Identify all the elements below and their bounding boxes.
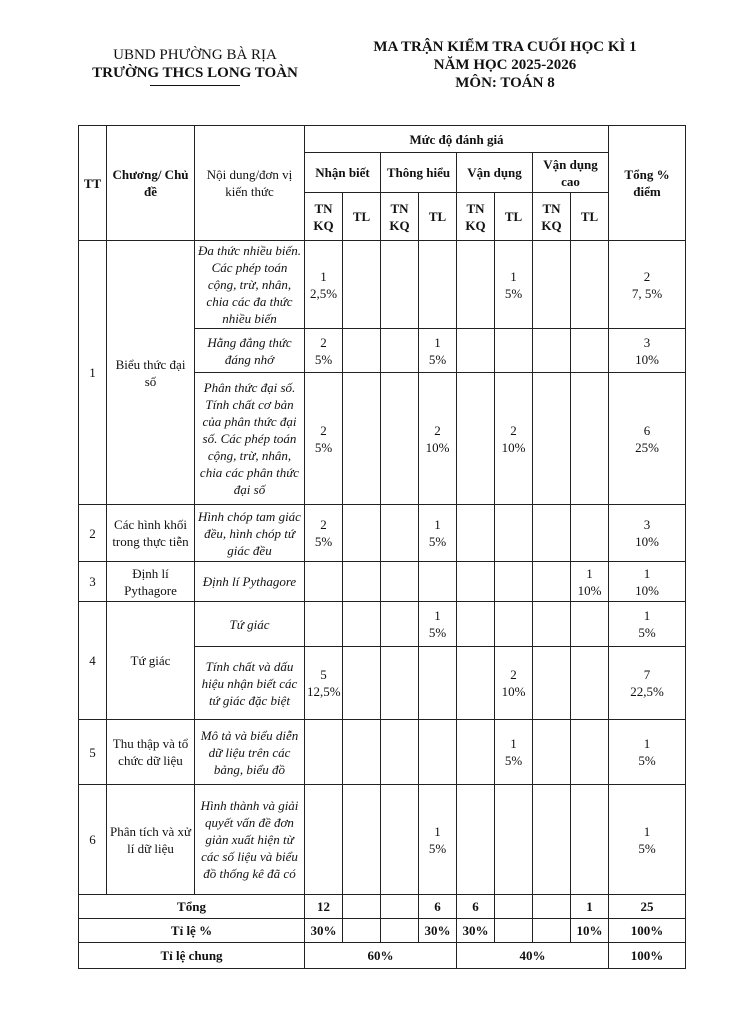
level-cell — [571, 602, 609, 647]
level-cell — [457, 602, 495, 647]
content-unit: Đa thức nhiều biến. Các phép toán cộng, trừ, nhân, chia các đa thức nhiều biến — [195, 241, 305, 329]
overall-row — [79, 943, 686, 969]
question-count: 5 — [320, 667, 327, 682]
question-count: 1 — [320, 268, 327, 284]
table-row — [79, 505, 686, 562]
ratio-row-cell — [343, 919, 381, 943]
header-right — [340, 38, 670, 92]
level-cell — [571, 720, 609, 785]
score-percent: 10% — [501, 439, 526, 455]
level-cell — [457, 505, 495, 562]
question-count: 2 — [320, 334, 327, 350]
ratio-row — [79, 919, 686, 943]
score-percent: 12,5% — [307, 684, 341, 699]
question-count: 1 — [643, 736, 651, 751]
question-count: 1 — [643, 565, 651, 581]
question-count: 2 — [320, 517, 327, 532]
level-cell — [533, 785, 571, 895]
topic-chapter: Phân tích và xử lí dữ liệu — [107, 785, 195, 895]
level-cell — [305, 373, 343, 505]
level-cell — [305, 562, 343, 602]
level-cell — [343, 785, 381, 895]
level-cell — [381, 329, 419, 373]
level-cell — [343, 329, 381, 373]
score-percent: 10% — [501, 684, 526, 699]
content-unit: Tính chất và dấu hiệu nhận biết các tứ giác đặc biệt — [195, 647, 305, 720]
question-count: 1 — [586, 565, 593, 581]
level-cell — [419, 241, 457, 329]
question-count: 1 — [434, 823, 441, 839]
ratio-row-cell — [533, 919, 571, 943]
score-percent: 5% — [428, 351, 447, 367]
level-cell — [533, 647, 571, 720]
topic-chapter: Định lí Pythagore — [107, 562, 195, 602]
ratio-row-cell: 30% — [457, 919, 495, 943]
score-percent: 5% — [638, 625, 656, 640]
question-count: 6 — [643, 422, 651, 438]
level-cell — [495, 647, 533, 720]
total-row-cell: 6 — [457, 895, 495, 919]
table-row — [79, 785, 686, 895]
level-cell — [533, 720, 571, 785]
row-total — [609, 562, 686, 602]
score-percent: 5% — [504, 285, 523, 301]
sub-tl: TL — [571, 193, 609, 241]
level-cell — [305, 602, 343, 647]
level-cell — [419, 720, 457, 785]
level-cell — [381, 562, 419, 602]
ratio-row-cell: 30% — [305, 919, 343, 943]
score-percent: 2,5% — [309, 285, 338, 301]
level-cell — [571, 647, 609, 720]
level-cell — [343, 562, 381, 602]
level-cell — [419, 562, 457, 602]
level-recognition: Nhận biết — [305, 153, 381, 193]
score-percent: 5% — [638, 840, 656, 856]
level-cell — [305, 720, 343, 785]
content-unit: Mô tả và biểu diễn dữ liệu trên các bảng, biểu đồ — [195, 720, 305, 785]
row-total — [609, 720, 686, 785]
level-cell — [457, 329, 495, 373]
overall-row-cell: 100% — [609, 943, 686, 969]
score-percent: 5% — [504, 753, 523, 768]
overall-row-cell: 40% — [457, 943, 609, 969]
level-cell — [343, 720, 381, 785]
level-cell — [305, 505, 343, 562]
question-count: 1 — [643, 823, 651, 839]
level-cell — [343, 602, 381, 647]
org-name: UBND PHƯỜNG BÀ RỊA — [113, 47, 277, 63]
total-row-cell — [495, 895, 533, 919]
row-total — [609, 647, 686, 720]
topic-chapter: Tứ giác — [107, 602, 195, 720]
level-cell — [305, 785, 343, 895]
level-cell — [457, 241, 495, 329]
table-row — [79, 562, 686, 602]
level-cell — [495, 241, 533, 329]
total-row-cell: 6 — [419, 895, 457, 919]
school-name: TRƯỜNG THCS LONG TOÀN — [92, 65, 298, 81]
level-cell — [495, 373, 533, 505]
level-cell — [419, 602, 457, 647]
level-cell — [343, 647, 381, 720]
level-cell — [381, 373, 419, 505]
question-count: 1 — [434, 608, 441, 623]
level-cell — [495, 562, 533, 602]
level-cell — [533, 241, 571, 329]
score-percent: 10% — [635, 351, 659, 367]
header-level-group: Mức độ đánh giá — [305, 126, 609, 153]
score-percent: 5% — [314, 534, 333, 549]
ratio-row-cell — [495, 919, 533, 943]
topic-chapter: Biểu thức đại số — [107, 241, 195, 505]
sub-tl: TL — [495, 193, 533, 241]
level-cell — [533, 505, 571, 562]
topic-chapter: Các hình khối trong thực tiễn — [107, 505, 195, 562]
score-percent: 7, 5% — [631, 285, 663, 301]
level-cell — [495, 329, 533, 373]
topic-number: 3 — [79, 562, 107, 602]
total-row — [79, 895, 686, 919]
question-count: 1 — [434, 334, 441, 350]
topic-number: 1 — [79, 241, 107, 505]
ratio-row-cell — [381, 919, 419, 943]
topic-number: 4 — [79, 602, 107, 720]
divider — [150, 85, 240, 86]
score-percent: 5% — [428, 840, 447, 856]
level-cell — [381, 785, 419, 895]
total-row-label: Tổng — [79, 895, 305, 919]
header-tt: TT — [79, 126, 107, 241]
level-cell — [571, 373, 609, 505]
total-row-cell — [343, 895, 381, 919]
content-unit: Hình chóp tam giác đều, hình chóp tứ giác đều — [195, 505, 305, 562]
question-count: 7 — [643, 667, 651, 682]
header-chapter: Chương/ Chủ đề — [107, 126, 195, 241]
ratio-row-label: Tỉ lệ % — [79, 919, 305, 943]
content-unit: Tứ giác — [195, 602, 305, 647]
question-count: 2 — [320, 422, 327, 438]
question-count: 3 — [643, 334, 651, 350]
topic-number: 2 — [79, 505, 107, 562]
level-cell — [533, 602, 571, 647]
level-cell — [571, 241, 609, 329]
score-percent: 10% — [635, 582, 659, 598]
table-row — [79, 241, 686, 329]
question-count: 2 — [510, 667, 517, 682]
score-percent: 25% — [635, 439, 659, 455]
question-count: 1 — [643, 608, 651, 623]
question-count: 1 — [510, 268, 517, 284]
level-cell — [457, 720, 495, 785]
subject: MÔN: TOÁN 8 — [455, 75, 555, 91]
score-percent: 10% — [635, 534, 659, 549]
sub-tl: TL — [419, 193, 457, 241]
level-cell — [419, 373, 457, 505]
question-count: 1 — [434, 517, 441, 532]
header-total: Tổng % điểm — [609, 126, 686, 241]
header-left — [60, 46, 330, 86]
doc-title: MA TRẬN KIỂM TRA CUỐI HỌC KÌ 1 — [373, 39, 637, 55]
header-content: Nội dung/đơn vị kiến thức — [195, 126, 305, 241]
question-count: 2 — [434, 422, 441, 438]
level-application: Vận dụng — [457, 153, 533, 193]
row-total — [609, 505, 686, 562]
table-row — [79, 720, 686, 785]
level-cell — [495, 785, 533, 895]
score-percent: 5% — [428, 625, 447, 640]
level-cell — [419, 329, 457, 373]
level-understanding: Thông hiểu — [381, 153, 457, 193]
level-cell — [495, 720, 533, 785]
sub-tnkq: TN KQ — [381, 193, 419, 241]
question-count: 2 — [510, 422, 517, 438]
question-count: 2 — [643, 268, 651, 284]
ratio-row-cell: 100% — [609, 919, 686, 943]
score-percent: 10% — [577, 582, 602, 598]
level-cell — [419, 785, 457, 895]
row-total — [609, 329, 686, 373]
topic-number: 5 — [79, 720, 107, 785]
level-cell — [533, 562, 571, 602]
level-cell — [305, 241, 343, 329]
sub-tnkq: TN KQ — [305, 193, 343, 241]
level-cell — [381, 241, 419, 329]
overall-row-label: Tỉ lệ chung — [79, 943, 305, 969]
level-cell — [381, 505, 419, 562]
level-cell — [571, 562, 609, 602]
level-cell — [419, 647, 457, 720]
level-cell — [495, 505, 533, 562]
total-row-cell — [533, 895, 571, 919]
total-row-cell: 1 — [571, 895, 609, 919]
row-total — [609, 602, 686, 647]
sub-tnkq: TN KQ — [457, 193, 495, 241]
total-row-cell — [381, 895, 419, 919]
topic-chapter: Thu thập và tổ chức dữ liệu — [107, 720, 195, 785]
level-cell — [381, 602, 419, 647]
level-cell — [571, 329, 609, 373]
score-percent: 22,5% — [630, 684, 664, 699]
level-cell — [571, 505, 609, 562]
content-unit: Hằng đẳng thức đáng nhớ — [195, 329, 305, 373]
row-total — [609, 373, 686, 505]
score-percent: 10% — [425, 439, 450, 455]
level-cell — [343, 505, 381, 562]
content-unit: Hình thành và giải quyết vấn đề đơn giản xuất hiện từ các số liệu và biểu đồ thống kê đã có — [195, 785, 305, 895]
question-count: 3 — [643, 517, 651, 532]
overall-row-cell: 60% — [305, 943, 457, 969]
topic-number: 6 — [79, 785, 107, 895]
row-total — [609, 785, 686, 895]
sub-tnkq: TN KQ — [533, 193, 571, 241]
content-unit: Phân thức đại số. Tính chất cơ bản của phân thức đại số. Các phép toán cộng, trừ, nhân, chia các phân thức đại số — [195, 373, 305, 505]
level-high-application: Vận dụng cao — [533, 153, 609, 193]
row-total — [609, 241, 686, 329]
score-percent: 5% — [428, 534, 447, 549]
sub-tl: TL — [343, 193, 381, 241]
level-cell — [533, 329, 571, 373]
ratio-row-cell: 10% — [571, 919, 609, 943]
level-cell — [381, 720, 419, 785]
level-cell — [457, 647, 495, 720]
level-cell — [457, 562, 495, 602]
ratio-row-cell: 30% — [419, 919, 457, 943]
level-cell — [495, 602, 533, 647]
score-percent: 5% — [314, 351, 333, 367]
content-unit: Định lí Pythagore — [195, 562, 305, 602]
level-cell — [343, 241, 381, 329]
question-count: 1 — [510, 736, 517, 751]
level-cell — [419, 505, 457, 562]
total-row-cell: 12 — [305, 895, 343, 919]
score-percent: 5% — [314, 439, 333, 455]
level-cell — [381, 647, 419, 720]
level-cell — [457, 373, 495, 505]
score-percent: 5% — [638, 753, 656, 768]
level-cell — [305, 329, 343, 373]
level-cell — [571, 785, 609, 895]
school-year: NĂM HỌC 2025-2026 — [433, 57, 577, 73]
total-row-cell: 25 — [609, 895, 686, 919]
level-cell — [305, 647, 343, 720]
level-cell — [533, 373, 571, 505]
level-cell — [343, 373, 381, 505]
level-cell — [457, 785, 495, 895]
assessment-matrix-table — [78, 125, 686, 969]
table-row — [79, 602, 686, 647]
